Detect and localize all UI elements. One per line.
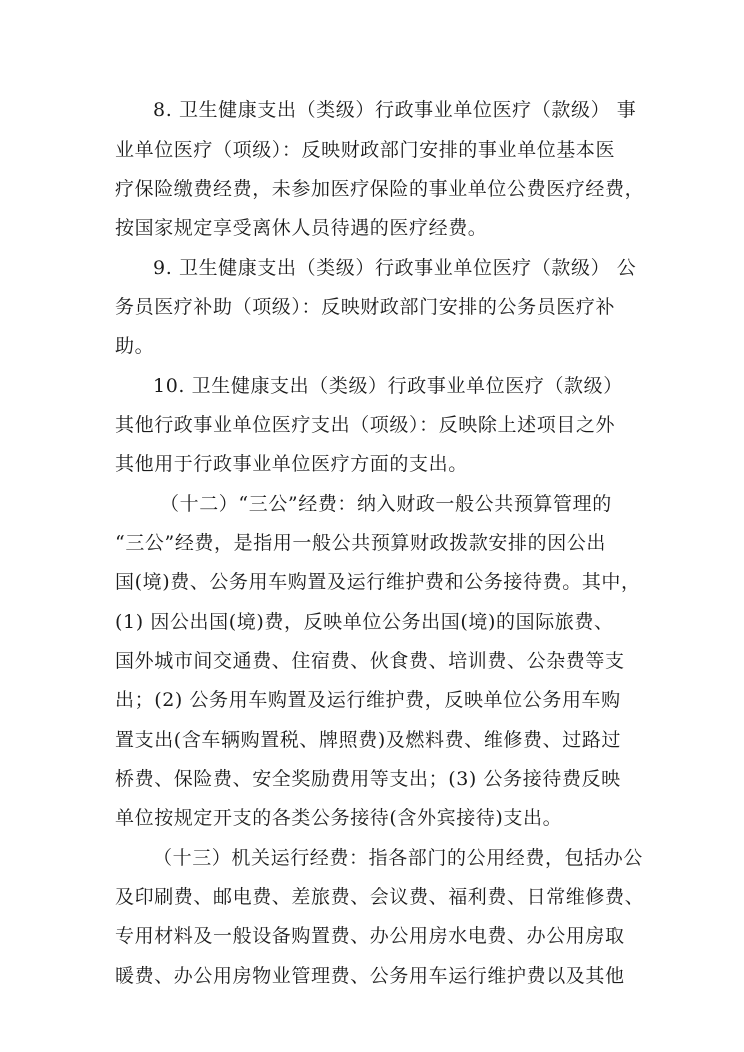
text-line: （十二）“三公”经费：纳入财政一般公共预算管理的 xyxy=(160,493,612,515)
text-line: 国(境)费、公务用车购置及运行维护费和公务接待费。其中， xyxy=(115,571,641,593)
text-line: 及印刷费、邮电费、差旅费、会议费、福利费、日常维修费、 xyxy=(115,886,645,908)
text-line: 单位按规定开支的各类公务接待(含外宾接待)支出。 xyxy=(115,807,563,829)
text-line: 国外城市间交通费、住宿费、伙食费、培训费、公杂费等支 xyxy=(115,650,625,672)
text-line: 桥费、保险费、安全奖励费用等支出；(3) 公务接待费反映 xyxy=(115,768,621,790)
text-line: 按国家规定享受离休人员待遇的医疗经费。 xyxy=(115,217,488,239)
text-line: 业单位医疗（项级）：反映财政部门安排的事业单位基本医 xyxy=(115,139,616,161)
text-line: 10. 卫生健康支出（类级）行政事业单位医疗（款级） xyxy=(153,375,623,397)
text-line: 其他行政事业单位医疗支出（项级）：反映除上述项目之外 xyxy=(115,414,616,436)
text-line: 8. 卫生健康支出（类级）行政事业单位医疗（款级） 事 xyxy=(153,99,637,121)
text-line: “三公”经费，是指用一般公共预算财政拨款安排的因公出 xyxy=(115,532,607,554)
text-line: 其他用于行政事业单位医疗方面的支出。 xyxy=(115,453,468,475)
text-line: 置支出(含车辆购置税、牌照费)及燃料费、维修费、过路过 xyxy=(115,729,622,751)
text-line: 务员医疗补助（项级）：反映财政部门安排的公务员医疗补 xyxy=(115,296,616,318)
text-line: 暖费、办公用房物业管理费、公务用车运行维护费以及其他 xyxy=(115,965,625,987)
text-line: 出；(2) 公务用车购置及运行维护费，反映单位公务用车购 xyxy=(115,689,621,711)
text-line: (1) 因公出国(境)费，反映单位公务出国(境)的国际旅费、 xyxy=(115,611,614,633)
text-line: （十三）机关运行经费：指各部门的公用经费，包括办公 xyxy=(153,847,644,869)
text-line: 助。 xyxy=(115,335,155,357)
text-line: 疗保险缴费经费，未参加医疗保险的事业单位公费医疗经费， xyxy=(115,178,645,200)
text-line: 9. 卫生健康支出（类级）行政事业单位医疗（款级） 公 xyxy=(153,257,637,279)
text-line: 专用材料及一般设备购置费、办公用房水电费、办公用房取 xyxy=(115,925,625,947)
